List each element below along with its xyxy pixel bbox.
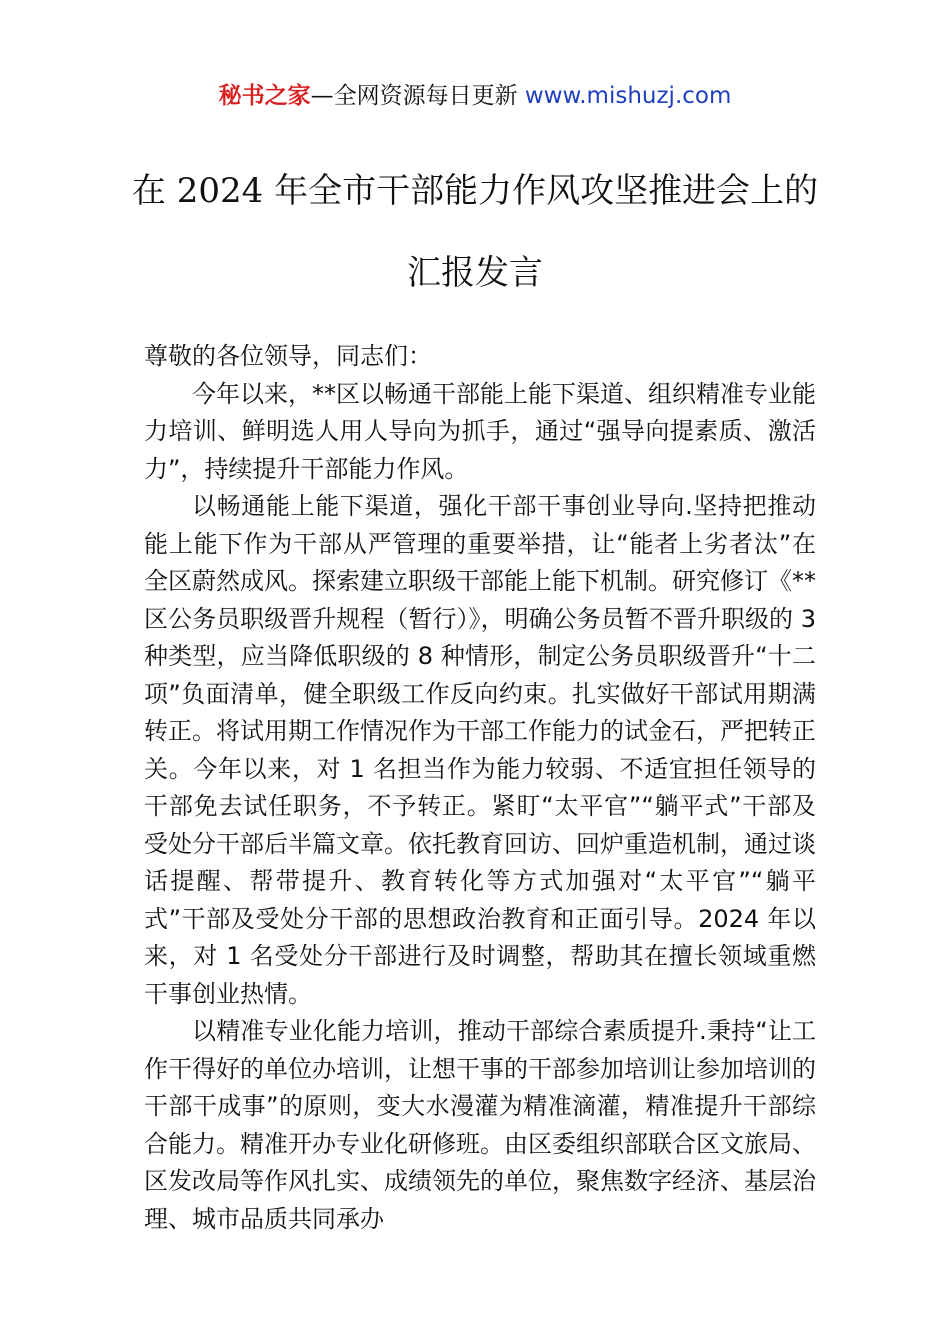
paragraph-training: 以精准专业化能力培训，推动干部综合素质提升.秉持“让工作干得好的单位办培训，让想干事的干部参加培训让参加培训的干部干成事”的原则，变大水漫灌为精准滴灌，精准提升干部综合能力。精准开办专业化研修班。由区委组织部联合区文旅局、区发改局等作风扎实、成绩领先的单位，聚焦数字经济、基层治理、城市品质共同承办	[144, 1017, 816, 1233]
document-title: 在 2024 年全市干部能力作风攻坚推进会上的汇报发言	[131, 171, 819, 293]
site-url-link[interactable]: www.mishuzj.com	[524, 83, 732, 109]
brand-name: 秘书之家	[218, 83, 311, 109]
site-tagline: —全网资源每日更新	[310, 83, 518, 109]
paragraph-intro: 今年以来，**区以畅通干部能上能下渠道、组织精准专业能力培训、鲜明选人用人导向为抓手，通过“强导向提素质、激活力”，持续提升干部能力作风。	[144, 379, 816, 483]
document-body	[144, 338, 816, 1238]
paragraph-promotion-mechanism: 以畅通能上能下渠道，强化干部干事创业导向.坚持把推动能上能下作为干部从严管理的重要举措，让“能者上劣者汰”在全区蔚然成风。探索建立职级干部能上能下机制。研究修订《**区公务员职级晋升规程（暂行）》，明确公务员暂不晋升职级的 3 种类型，应当降低职级的 8 种情形，制定公务员职级晋升“十二项”负面清单，健全职级工作反向约束。扎实做好干部试用期满转正。将试用期工作情况作为干部工作能力的试金石，严把转正关。今年以来，对 1 名担当作为能力较弱、不适宜担任领导的干部免去试任职务，不予转正。紧盯“太平官”“躺平式”干部及受处分干部后半篇文章。依托教育回访、回炉重造机制，通过谈话提醒、帮带提升、教育转化等方式加强对“太平官”“躺平式”干部及受处分干部的思想政治教育和正面引导。2024 年以来，对 1 名受处分干部进行及时调整，帮助其在擅长领域重燃干事创业热情。	[144, 492, 816, 1008]
site-header	[0, 80, 950, 112]
salutation: 尊敬的各位领导，同志们：	[144, 342, 432, 370]
